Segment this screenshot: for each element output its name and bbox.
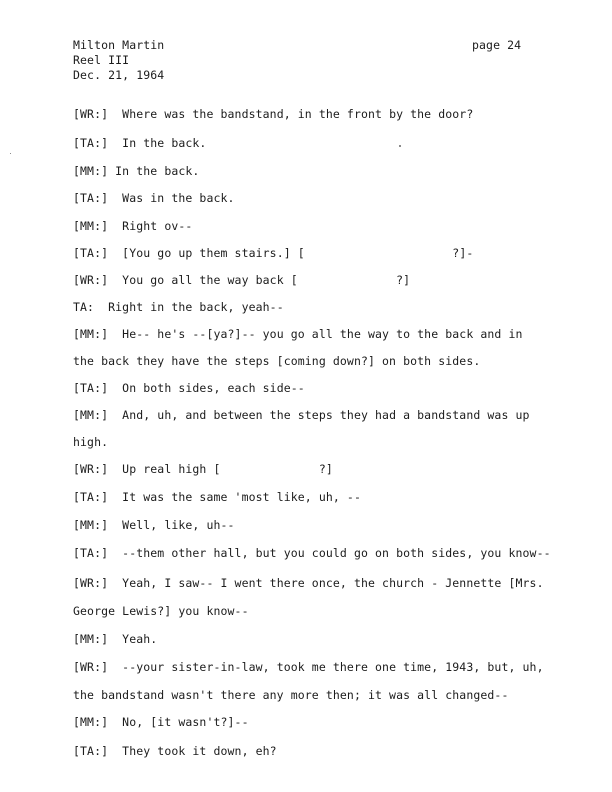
transcript-line: [73, 381, 305, 395]
transcript-line: [73, 300, 284, 314]
transcript-line: [73, 136, 206, 150]
transcript-line: [73, 435, 108, 449]
speaker-label: [MM:]: [73, 715, 109, 729]
line-text: George Lewis?] you know--: [73, 604, 249, 618]
line-text: --them other hall, but you could go on both sides, you know--: [108, 546, 551, 560]
faded-text: [305, 246, 410, 260]
speaker-label: [MM:]: [73, 518, 109, 532]
line-text: Was in the back.: [108, 191, 235, 205]
line-text: Yeah, I saw-- I went there once, the church - Jennette [Mrs.: [108, 576, 544, 590]
speaker-label: [TA:]: [73, 381, 109, 395]
line-text: Up real high [ ?]: [108, 462, 333, 476]
speaker-label: [TA:]: [73, 136, 109, 150]
line-text: --your sister-in-law, took me there one time, 1943, but, uh,: [108, 660, 544, 674]
line-text: In the back.: [108, 164, 200, 178]
header-block: [73, 38, 164, 83]
transcript-line: [73, 191, 235, 205]
line-text: On both sides, each side--: [108, 381, 305, 395]
transcript-line: [73, 354, 480, 368]
line-text: Right in the back, yeah--: [94, 300, 284, 314]
transcript-line: [73, 490, 361, 504]
line-text: [You go up them stairs.] [: [108, 246, 305, 260]
transcript-line: [73, 164, 199, 178]
line-text-tail: ?]-: [410, 246, 474, 260]
speaker-label: [WR:]: [73, 273, 109, 287]
speaker-label: [WR:]: [73, 462, 109, 476]
line-text: No, [it wasn't?]--: [108, 715, 249, 729]
line-text: the back they have the steps [coming down?] on both sides.: [73, 354, 481, 368]
speaker-label: [MM:]: [73, 632, 109, 646]
transcript-line: [73, 660, 544, 674]
line-text: In the back.: [108, 136, 207, 150]
speaker-label: [MM:]: [73, 164, 109, 178]
ink-speck: [10, 153, 11, 154]
speaker-label: [MM:]: [73, 327, 109, 341]
transcript-line: [73, 327, 523, 341]
speaker-label: [MM:]: [73, 219, 109, 233]
line-text: It was the same 'most like, uh, --: [108, 490, 361, 504]
transcript-line: [73, 107, 473, 121]
transcript-line: [73, 604, 249, 618]
reel-label: Reel III: [73, 53, 130, 67]
transcript-line: [73, 408, 530, 422]
transcript-line: [73, 576, 544, 590]
transcript-line: [73, 744, 277, 758]
transcript-line: [73, 462, 333, 476]
line-text: Right ov--: [108, 219, 193, 233]
speaker-label: [TA:]: [73, 744, 109, 758]
interviewee-name: Milton Martin: [73, 38, 165, 52]
transcript-line: [73, 632, 157, 646]
transcript-line: [73, 518, 235, 532]
page-number: page 24: [472, 38, 522, 52]
line-text: He-- he's --[ya?]-- you go all the way to the back and in: [108, 327, 523, 341]
speaker-label: [TA:]: [73, 246, 109, 260]
line-text: Well, like, uh--: [108, 518, 235, 532]
interview-date: Dec. 21, 1964: [73, 68, 165, 82]
speaker-label: [TA:]: [73, 191, 109, 205]
speaker-label: [WR:]: [73, 660, 109, 674]
transcript-line: [73, 246, 473, 260]
line-text: the bandstand wasn't there any more then; it was all changed--: [73, 688, 509, 702]
speaker-label: [TA:]: [73, 490, 109, 504]
transcript-line: [73, 219, 192, 233]
line-text: Yeah.: [108, 632, 158, 646]
transcript-line: [73, 546, 551, 560]
line-text: You go all the way back [ ?]: [108, 273, 411, 287]
transcript-line: [73, 273, 410, 287]
transcript-line: [73, 688, 508, 702]
line-text: They took it down, eh?: [108, 744, 277, 758]
line-text: high.: [73, 435, 109, 449]
speaker-label: TA:: [73, 300, 95, 314]
transcript-line: [73, 715, 249, 729]
speaker-label: [TA:]: [73, 546, 109, 560]
speaker-label: [WR:]: [73, 107, 109, 121]
line-text: And, uh, and between the steps they had a bandstand was up: [108, 408, 530, 422]
ink-speck: [399, 145, 401, 147]
line-text: Where was the bandstand, in the front by the door?: [108, 107, 474, 121]
speaker-label: [MM:]: [73, 408, 109, 422]
speaker-label: [WR:]: [73, 576, 109, 590]
